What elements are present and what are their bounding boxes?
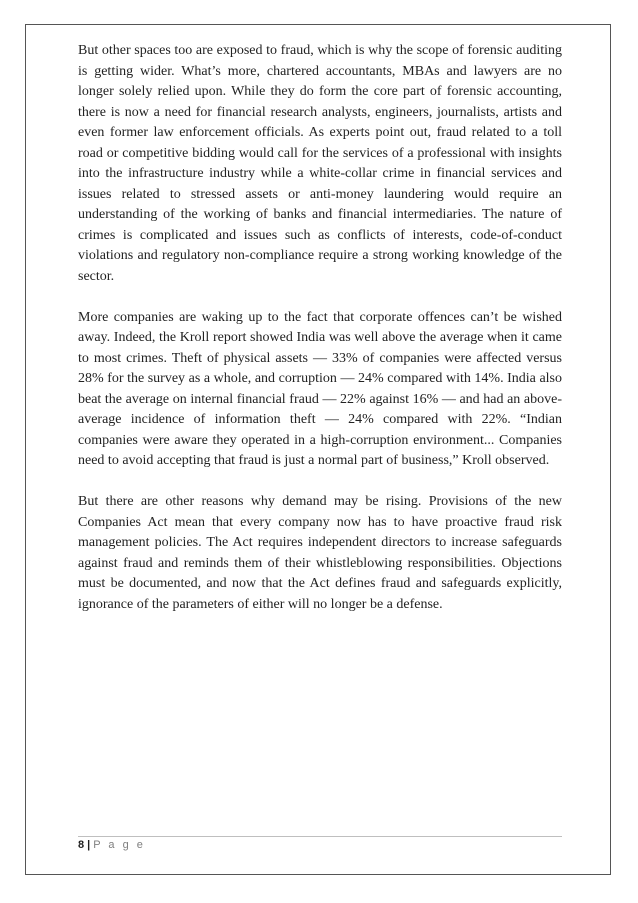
document-body: [78, 41, 562, 636]
page-label: P a g e: [93, 839, 146, 851]
paragraph-3: But there are other reasons why demand may be rising. Provisions of the new Companies Act mean that every company now has to have proactive fraud risk management policies. The Act requires independent directors to increase safeguards against fraud and reminds them of their whistleblowing responsibilities. Objections must be documented, and now that the Act defines fraud and safeguards explicitly, ignorance of the parameters of either will no longer be a defense.: [78, 494, 562, 612]
page-footer: [78, 838, 145, 852]
footer-separator: |: [87, 839, 91, 851]
footer-divider: [78, 836, 562, 837]
page-number: 8: [78, 839, 85, 851]
paragraph-2: More companies are waking up to the fact that corporate offences can’t be wished away. Indeed, the Kroll report showed India was well above the average when it came to most crimes. Theft of physical assets — 33% of companies were affected versus 28% for the survey as a whole, and corruption — 24% compared with 14%. India also beat the average on internal financial fraud — 22% against 16% — and had an above- average incidence of information theft — 24% compared with 22%. “Indian companies were aware they operated in a high-corruption environment... Companies need to avoid accepting that fraud is just a normal part of business,” Kroll observed.: [78, 309, 562, 468]
paragraph-1: But other spaces too are exposed to fraud, which is why the scope of forensic auditing is getting wider. What’s more, chartered accountants, MBAs and lawyers are no longer solely relied upon. While they do form the core part of forensic accounting, there is now a need for financial research analysts, engineers, journalists, artists and even former law enforcement officials. As experts point out, fraud related to a toll road or competitive bidding would call for the services of a professional with insights into the infrastructure industry while a white-collar crime in financial services and issues related to stressed assets or anti-money laundering would require an understanding of the working of banks and financial intermediaries. The nature of crimes is complicated and issues such as conflicts of interests, code-of-conduct violations and regulatory non-compliance require a strong working knowledge of the sector.: [78, 43, 562, 284]
